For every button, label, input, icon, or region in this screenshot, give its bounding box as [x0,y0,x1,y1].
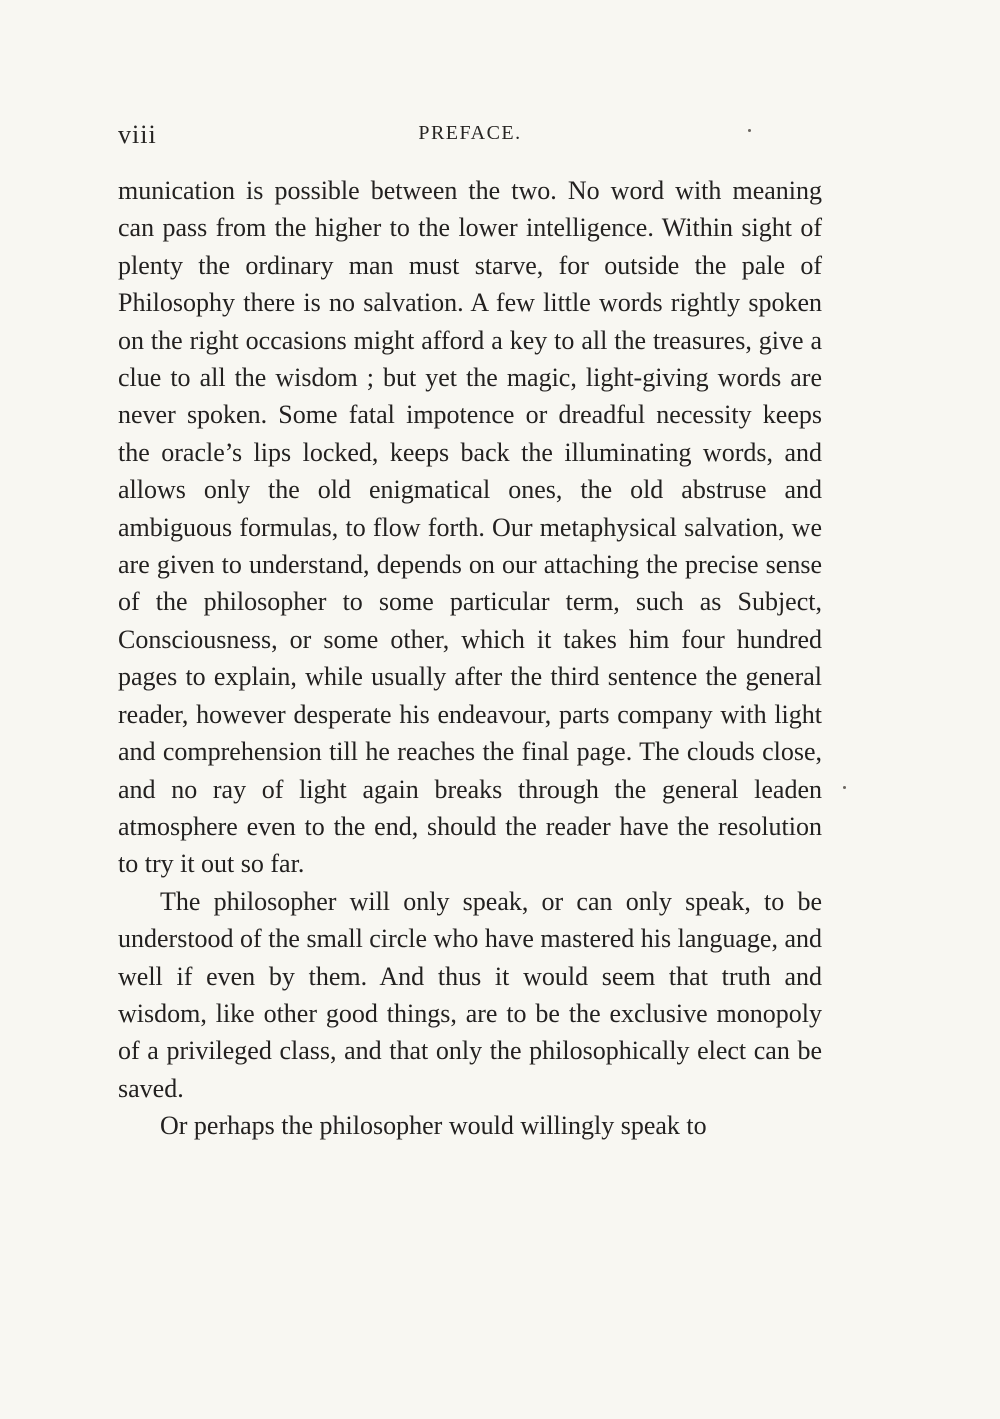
running-head [118,120,822,160]
page-number: viii [118,120,157,149]
running-title: PREFACE. [418,122,522,144]
body-text [118,172,822,1145]
paragraph-continuation: munication is possible between the two. No word with meaning can pass from the higher to the lower intelligence. Within sight of plenty the ordinary man must starve, for outside the pale of Philosophy there is no salvation. A few little words rightly spoken on the right occasions might afford a key to all the treasures, give a clue to all the wisdom ; but yet the magic, light-giving words are never spoken. Some fatal impotence or dreadful necessity keeps the oracle’s lips locked, keeps back the illuminating words, and allows only the old enigmatical ones, the old abstruse and ambiguous formulas, to flow forth. Our metaphysical salvation, we are given to understand, depends on our attaching the precise sense of the philosopher to some particular term, such as Subject, Consciousness, or some other, which it takes him four hundred pages to explain, while usually after the third sentence the general reader, however desperate his endeavour, parts company with light and comprehension till he reaches the final page. The clouds close, and no ray of light again breaks through the general leaden atmosphere even to the end, should the reader have the resolution to try it out so far. [118,176,822,879]
paper-speck [748,129,751,132]
paragraph-or-perhaps: Or perhaps the philosopher would willingly speak to [160,1111,707,1141]
paragraph-philosopher-speaks: The philosopher will only speak, or can only speak, to be understood of the small circle who have mastered his language, and well if even by them. And thus it would seem that truth and wisdom, like other good things, are to be the exclusive monopoly of a privileged class, and that only the philosophically elect can be saved. [118,886,822,1103]
paper-speck [843,786,846,789]
